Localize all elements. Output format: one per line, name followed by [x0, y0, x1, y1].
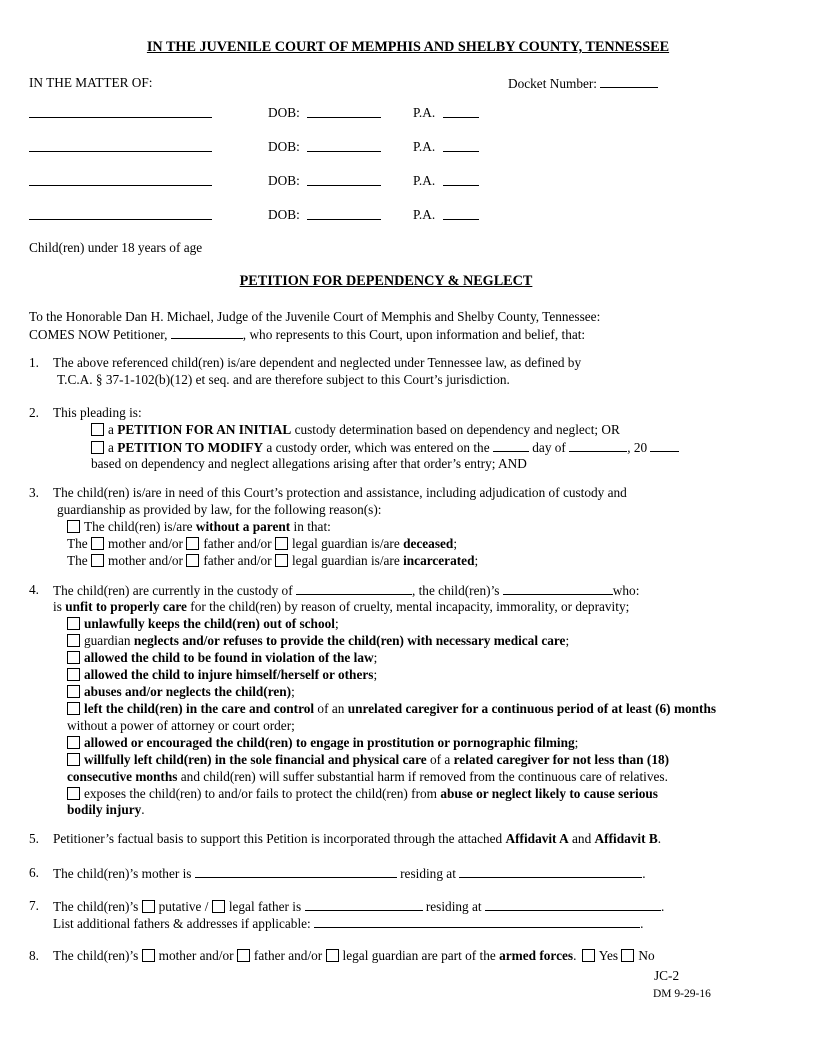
reason-8-mid: of a	[429, 752, 451, 767]
father-deceased-checkbox[interactable]	[186, 537, 199, 550]
reason-8-checkbox[interactable]	[67, 753, 80, 766]
pa-field[interactable]	[443, 138, 479, 152]
petition-title: PETITION FOR DEPENDENCY & NEGLECT	[239, 273, 533, 289]
is-text: is	[53, 599, 62, 614]
petitioner-name-field[interactable]	[171, 325, 243, 339]
reason-item-6-line2: without a power of attorney or court order;	[67, 718, 295, 733]
father-name-field[interactable]	[305, 897, 423, 911]
dob-label: DOB:	[268, 139, 300, 154]
mother-text: mother and/or	[108, 553, 183, 568]
section-4-line1	[53, 581, 639, 599]
section-3-line2: guardianship as provided by law, for the following reason(s):	[57, 502, 382, 517]
without-parent-checkbox[interactable]	[67, 520, 80, 533]
custodian-field[interactable]	[296, 581, 412, 595]
reason-6-mid: of an	[317, 701, 345, 716]
reason-2-text: neglects and/or refuses to provide the child(ren) with necessary medical care	[133, 633, 566, 648]
relation-field[interactable]	[503, 581, 613, 595]
yes-text: Yes	[598, 948, 619, 963]
pa-label: P.A.	[413, 105, 436, 120]
matter-of-label: IN THE MATTER OF:	[29, 75, 153, 90]
comes-now-line	[29, 325, 585, 343]
opt2-bold: PETITION TO MODIFY	[117, 440, 264, 455]
residing-text: residing at	[400, 866, 456, 881]
no-text: No	[638, 948, 655, 963]
reason-4-text: allowed the child to injure himself/herself or others	[84, 667, 374, 682]
reason-1-checkbox[interactable]	[67, 617, 80, 630]
mother-text: mother and/or	[158, 948, 234, 963]
guardian-armed-forces-checkbox[interactable]	[326, 949, 339, 962]
reason-6-checkbox[interactable]	[67, 702, 80, 715]
unfit-reason-text: for the child(ren) by reason of cruelty, mental incapacity, immorality, or depravity;	[190, 599, 630, 614]
dob-field[interactable]	[307, 172, 381, 186]
reason-8-bold2: related caregiver for not less than (18)	[453, 752, 670, 767]
reason-3-checkbox[interactable]	[67, 651, 80, 664]
opt2-rest: a custody order, which was entered on the	[266, 440, 490, 455]
reason-5-text: abuses and/or neglects the child(ren)	[84, 684, 292, 699]
reason-item-9	[67, 785, 658, 802]
the-text: The	[67, 536, 88, 551]
mother-is-text: The child(ren)’s mother is	[53, 866, 192, 881]
modify-petition-line2: based on dependency and neglect allegations arising after that order’s entry; AND	[91, 456, 527, 471]
reason-9-text: exposes the child(ren) to and/or fails to protect the child(ren) from	[84, 786, 437, 801]
father-text: father and/or	[203, 536, 272, 551]
docket-number-field[interactable]	[600, 74, 658, 88]
form-date: DM 9-29-16	[653, 988, 711, 1000]
father-text: father and/or	[203, 553, 272, 568]
affidavit-a: Affidavit A	[505, 831, 569, 846]
initial-petition-checkbox[interactable]	[91, 423, 104, 436]
modify-petition-checkbox[interactable]	[91, 441, 104, 454]
putative-text: putative /	[158, 899, 209, 914]
legal-father-text: legal father is	[228, 899, 302, 914]
dob-label: DOB:	[268, 105, 300, 120]
pa-field[interactable]	[443, 206, 479, 220]
guardian-text: legal guardian is/are	[291, 553, 400, 568]
guardian-incarcerated-checkbox[interactable]	[275, 554, 288, 567]
opt2-day: day of	[532, 440, 566, 455]
section-5-text: Petitioner’s factual basis to support this Petition is incorporated through the attached	[53, 831, 503, 846]
section-3-number: 3.	[29, 485, 39, 500]
armed-forces-text: armed forces	[499, 948, 574, 963]
section-1-number: 1.	[29, 355, 39, 370]
affidavit-b: Affidavit B	[594, 831, 658, 846]
section-1-line2: T.C.A. § 37-1-102(b)(12) et seq. and are therefore subject to this Court’s jurisdiction.	[57, 372, 510, 387]
father-address-field[interactable]	[485, 897, 661, 911]
section-1-line1: The above referenced child(ren) is/are dependent and neglected under Tennessee law, as defined by	[53, 355, 582, 370]
reason-item-6	[67, 700, 716, 717]
opt1-rest: custody determination based on dependency and neglect; OR	[294, 422, 620, 437]
reason-8-rest: and child(ren) will suffer substantial harm if removed from the continuous care of relatives.	[180, 769, 668, 784]
order-month-field[interactable]	[569, 438, 627, 452]
pa-label: P.A.	[413, 173, 436, 188]
reason-item-8	[67, 751, 669, 768]
incarcerated-row: The mother and/or father and/or legal guardian is/are incarcerated;	[67, 553, 479, 568]
guardian-text: legal guardian is/are	[291, 536, 400, 551]
court-title: IN THE JUVENILE COURT OF MEMPHIS AND SHELBY COUNTY, TENNESSEE	[146, 39, 670, 55]
section-5-line: Petitioner’s factual basis to support this Petition is incorporated through the attached Affidavit A and Affidavit B.	[53, 831, 662, 846]
wp-bold: without a parent	[195, 519, 291, 534]
docket-number	[508, 74, 658, 92]
relation-text: , the child(ren)’s	[411, 583, 500, 598]
putative-father-checkbox[interactable]	[142, 900, 155, 913]
child-name-field[interactable]	[29, 138, 212, 152]
father-incarcerated-checkbox[interactable]	[186, 554, 199, 567]
reason-item-8-line2	[67, 768, 668, 785]
pa-field[interactable]	[443, 104, 479, 118]
reason-9-checkbox[interactable]	[67, 787, 80, 800]
custody-text: The child(ren) are currently in the custody of	[53, 583, 293, 598]
child-name-field[interactable]	[29, 104, 212, 118]
order-day-field[interactable]	[493, 438, 529, 452]
reason-8-bold1: willfully left child(ren) in the sole financial and physical care	[84, 752, 427, 767]
reason-6-bold1: left the child(ren) in the care and control	[84, 701, 315, 716]
section-2-intro: This pleading is:	[53, 405, 142, 420]
mother-text: mother and/or	[108, 536, 183, 551]
section-7-number: 7.	[29, 898, 39, 913]
residing-text: residing at	[425, 899, 482, 914]
mother-armed-forces-checkbox[interactable]	[142, 949, 155, 962]
section-8-number: 8.	[29, 948, 39, 963]
section-2-number: 2.	[29, 405, 39, 420]
opt1-bold: PETITION FOR AN INITIAL	[117, 422, 292, 437]
guardian-text: legal guardian are part of the	[342, 948, 496, 963]
section-6-line: The child(ren)’s mother is residing at .	[53, 866, 646, 881]
children-note: Child(ren) under 18 years of age	[29, 240, 203, 255]
dob-field[interactable]	[307, 206, 381, 220]
reason-8-bold3: consecutive months	[67, 769, 178, 784]
reason-4-checkbox[interactable]	[67, 668, 80, 681]
section-4-line2	[53, 598, 629, 615]
child-name-field[interactable]	[29, 172, 212, 186]
initial-petition-option	[91, 421, 620, 438]
dob-field[interactable]	[307, 138, 381, 152]
and-text: and	[572, 831, 592, 846]
the-text: The	[67, 553, 88, 568]
deceased-row: The mother and/or father and/or legal guardian is/are deceased;	[67, 536, 458, 551]
intro-line: To the Honorable Dan H. Michael, Judge of the Juvenile Court of Memphis and Shelby County, Tennessee:	[29, 309, 601, 324]
child-name-field[interactable]	[29, 206, 212, 220]
reason-item-9-line2: bodily injury.	[67, 802, 145, 817]
reason-item-4: allowed the child to injure himself/herself or others;	[67, 666, 377, 683]
father-text: father and/or	[253, 948, 323, 963]
reason-item-2: guardian neglects and/or refuses to provide the child(ren) with necessary medical care;	[67, 632, 569, 649]
reason-item-5: abuses and/or neglects the child(ren);	[67, 683, 295, 700]
reason-9-bold2: bodily injury	[67, 802, 142, 817]
reason-2-prefix: guardian	[84, 633, 131, 648]
reason-1-text: unlawfully keeps the child(ren) out of school	[84, 616, 335, 631]
dob-field[interactable]	[307, 104, 381, 118]
dob-label: DOB:	[268, 173, 300, 188]
reason-7-checkbox[interactable]	[67, 736, 80, 749]
represents-text: , who represents to this Court, upon information and belief, that:	[242, 327, 586, 342]
reason-item-1: unlawfully keeps the child(ren) out of school;	[67, 615, 339, 632]
legal-father-checkbox[interactable]	[212, 900, 225, 913]
reason-2-checkbox[interactable]	[67, 634, 80, 647]
childrens-text: The child(ren)’s	[53, 948, 139, 963]
section-4-number: 4.	[29, 582, 39, 597]
reason-6-bold2: unrelated caregiver for a continuous period of at least (6) months	[347, 701, 717, 716]
comes-now-text: COMES NOW Petitioner,	[29, 327, 168, 342]
reason-5-checkbox[interactable]	[67, 685, 80, 698]
mother-incarcerated-checkbox[interactable]	[91, 554, 104, 567]
opt2-year: , 20	[627, 440, 648, 455]
armed-forces-yes-checkbox[interactable]	[582, 949, 595, 962]
armed-forces-no-checkbox[interactable]	[621, 949, 634, 962]
mother-address-field[interactable]	[459, 864, 642, 878]
without-parent-option	[67, 518, 331, 535]
childrens-text: The child(ren)’s	[53, 899, 139, 914]
additional-fathers-text: List additional fathers & addresses if applicable:	[53, 916, 311, 931]
reason-item-3: allowed the child to be found in violation of the law;	[67, 649, 377, 666]
docket-label: Docket Number:	[508, 76, 597, 91]
unfit-text: unfit to properly care	[65, 599, 187, 614]
section-5-number: 5.	[29, 831, 39, 846]
wp-pre: The child(ren) is/are	[84, 519, 193, 534]
pa-field[interactable]	[443, 172, 479, 186]
additional-fathers-field[interactable]	[314, 914, 640, 928]
who-text: who:	[612, 583, 640, 598]
father-armed-forces-checkbox[interactable]	[237, 949, 250, 962]
reason-7-text: allowed or encouraged the child(ren) to engage in prostitution or pornographic filming	[84, 735, 575, 750]
opt1-a: a	[108, 422, 114, 437]
incarcerated-text: incarcerated	[403, 553, 475, 568]
section-8-line: The child(ren)’s mother and/or father and/or legal guardian are part of the armed forces. Yes No	[53, 948, 655, 963]
deceased-text: deceased	[403, 536, 454, 551]
dob-label: DOB:	[268, 207, 300, 222]
modify-petition-option	[91, 438, 679, 456]
mother-deceased-checkbox[interactable]	[91, 537, 104, 550]
reason-9-bold: abuse or neglect likely to cause serious	[440, 786, 658, 801]
pa-label: P.A.	[413, 207, 436, 222]
reason-item-7: allowed or encouraged the child(ren) to engage in prostitution or pornographic filming;	[67, 734, 578, 751]
order-year-field[interactable]	[650, 438, 679, 452]
section-6-number: 6.	[29, 865, 39, 880]
reason-3-text: allowed the child to be found in violation of the law	[84, 650, 374, 665]
pa-label: P.A.	[413, 139, 436, 154]
wp-post: in that:	[293, 519, 331, 534]
section-7-line2: List additional fathers & addresses if applicable: .	[53, 916, 644, 931]
section-7-line1: The child(ren)’s putative / legal father is residing at .	[53, 899, 665, 914]
opt2-a: a	[108, 440, 114, 455]
guardian-deceased-checkbox[interactable]	[275, 537, 288, 550]
section-3-line1: The child(ren) is/are in need of this Court’s protection and assistance, including adjudication of custody and	[53, 485, 627, 500]
form-code: JC-2	[654, 968, 680, 983]
mother-name-field[interactable]	[195, 864, 397, 878]
